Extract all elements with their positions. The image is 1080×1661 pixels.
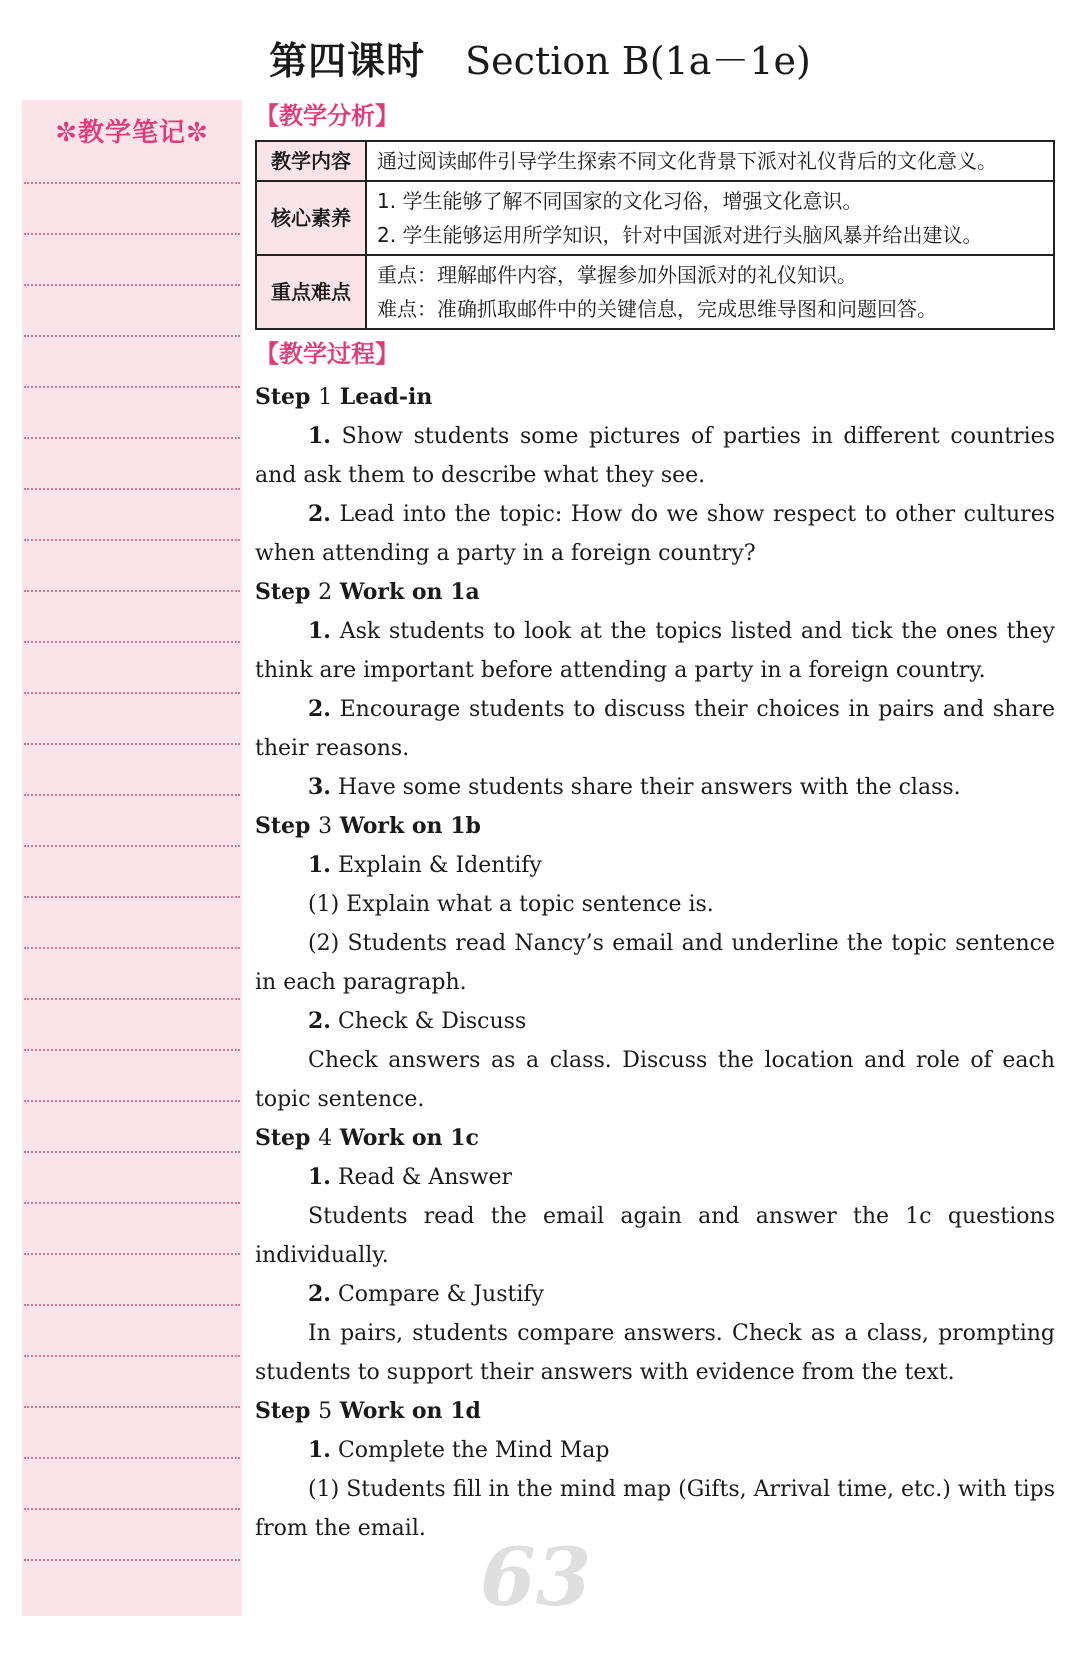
step-item [255,612,1055,690]
step-item [255,1002,1055,1041]
step-label: Step [255,1125,311,1151]
step-item [255,690,1055,768]
step-item [255,885,1055,924]
row-head-competence: 核心素养 [256,181,366,255]
table-row [256,141,1054,181]
row-body-content [366,141,1054,181]
item-text: Compare & Justify [330,1282,544,1307]
note-line [24,1151,240,1153]
page-number: 63 [480,1530,592,1624]
row-body-keypoints [366,255,1054,329]
row-line: 重点：理解邮件内容，掌握参加外国派对的礼仪知识。 [377,263,857,287]
item-number: 1. [308,852,331,878]
note-line [24,590,240,592]
item-text: Have some students share their answers with the class. [330,775,961,800]
step-item [255,1041,1055,1119]
analysis-heading: 【教学分析】 [255,102,399,130]
note-line [24,539,240,541]
item-text: Explain & Identify [330,853,542,878]
step-heading [255,1119,1055,1158]
step-number: 5 [318,1399,333,1424]
step-item [255,1314,1055,1392]
item-number: 2. [308,1281,331,1307]
step-number: 2 [318,580,333,605]
item-number: 1. [308,1164,331,1190]
step-number: 4 [318,1126,333,1151]
step-item [255,1197,1055,1275]
step-item [255,768,1055,807]
item-number: 2. [308,696,331,722]
step-heading [255,807,1055,846]
item-text: (2) Students read Nancy’s email and underline the topic sentence in each paragraph. [255,931,1055,995]
item-number: 2. [308,501,331,527]
note-line [24,437,240,439]
row-line: 2. 学生能够运用所学知识，针对中国派对进行头脑风暴并给出建议。 [377,223,983,247]
analysis-table [255,140,1055,330]
step-item [255,1470,1055,1548]
note-line [24,692,240,694]
notes-title: ✼教学笔记✼ [55,118,209,148]
note-line [24,284,240,286]
item-text: (1) Students fill in the mind map (Gifts, Arrival time, etc.) with tips from the email. [255,1477,1055,1541]
note-line [24,1100,240,1102]
step-label: Step [255,579,311,605]
item-text: Complete the Mind Map [330,1438,610,1463]
step-title: Work on 1a [339,579,480,605]
step-number: 1 [318,385,333,410]
step-label: Step [255,813,311,839]
row-line: 通过阅读邮件引导学生探索不同文化背景下派对礼仪背后的文化意义。 [377,149,997,173]
item-number: 1. [308,1437,331,1463]
item-text: Ask students to look at the topics listed and tick the ones they think are important before attending a party in a foreign country. [255,619,1055,683]
item-number: 2. [308,1008,331,1034]
note-line [24,233,240,235]
note-line [24,386,240,388]
step-item [255,846,1055,885]
steps-list [255,378,1055,1548]
note-line [24,1253,240,1255]
notes-lines [22,100,242,1616]
note-line [24,743,240,745]
step-number: 3 [318,814,333,839]
step-title: Work on 1c [339,1125,479,1151]
step-item [255,1158,1055,1197]
step-heading [255,573,1055,612]
step-heading [255,1392,1055,1431]
row-line: 1. 学生能够了解不同国家的文化习俗，增强文化意识。 [377,189,863,213]
item-text: In pairs, students compare answers. Check as a class, prompting students to support their answers with evidence from the text. [255,1321,1055,1385]
note-line [24,488,240,490]
step-item [255,1431,1055,1470]
note-line [24,896,240,898]
note-line [24,1304,240,1306]
step-heading [255,378,1055,417]
step-item [255,495,1055,573]
note-line [24,845,240,847]
note-line [24,1202,240,1204]
step-title: Work on 1d [339,1398,481,1424]
item-text: Lead into the topic: How do we show respect to other cultures when attending a party in a foreign country? [255,502,1055,566]
row-body-competence [366,181,1054,255]
item-number: 3. [308,774,331,800]
main-content [255,100,1055,1548]
row-head-content: 教学内容 [256,141,366,181]
process-heading: 【教学过程】 [255,340,399,368]
note-line [24,1049,240,1051]
note-line [24,641,240,643]
section-label: Section B(1a－1e) [465,39,811,83]
row-line: 难点：准确抓取邮件中的关键信息，完成思维导图和问题回答。 [377,297,937,321]
item-number: 1. [308,618,331,644]
note-line [24,1508,240,1510]
step-item [255,1275,1055,1314]
item-text: Show students some pictures of parties in different countries and ask them to describe what they see. [255,424,1055,488]
item-text: Read & Answer [330,1165,513,1190]
step-item [255,417,1055,495]
step-label: Step [255,1398,311,1424]
note-line [24,1406,240,1408]
note-line [24,1457,240,1459]
item-text: Encourage students to discuss their choices in pairs and share their reasons. [255,697,1055,761]
lesson-label: 第四课时 [269,38,426,83]
table-row [256,181,1054,255]
page-title [0,30,1080,85]
item-text: Check & Discuss [330,1009,527,1034]
step-title: Lead-in [339,384,433,410]
row-head-keypoints: 重点难点 [256,255,366,329]
note-line [24,1355,240,1357]
note-line [24,998,240,1000]
item-text: Check answers as a class. Discuss the location and role of each topic sentence. [255,1048,1055,1112]
process-section [255,338,1055,1548]
item-text: Students read the email again and answer the 1c questions individually. [255,1204,1055,1268]
note-line [24,794,240,796]
step-title: Work on 1b [339,813,481,839]
table-row [256,255,1054,329]
note-line [24,182,240,184]
step-item [255,924,1055,1002]
note-line [24,335,240,337]
item-text: (1) Explain what a topic sentence is. [308,892,714,917]
note-line [24,947,240,949]
item-number: 1. [308,423,331,449]
note-line [24,1559,240,1561]
notes-sidebar [22,100,242,1616]
step-label: Step [255,384,311,410]
